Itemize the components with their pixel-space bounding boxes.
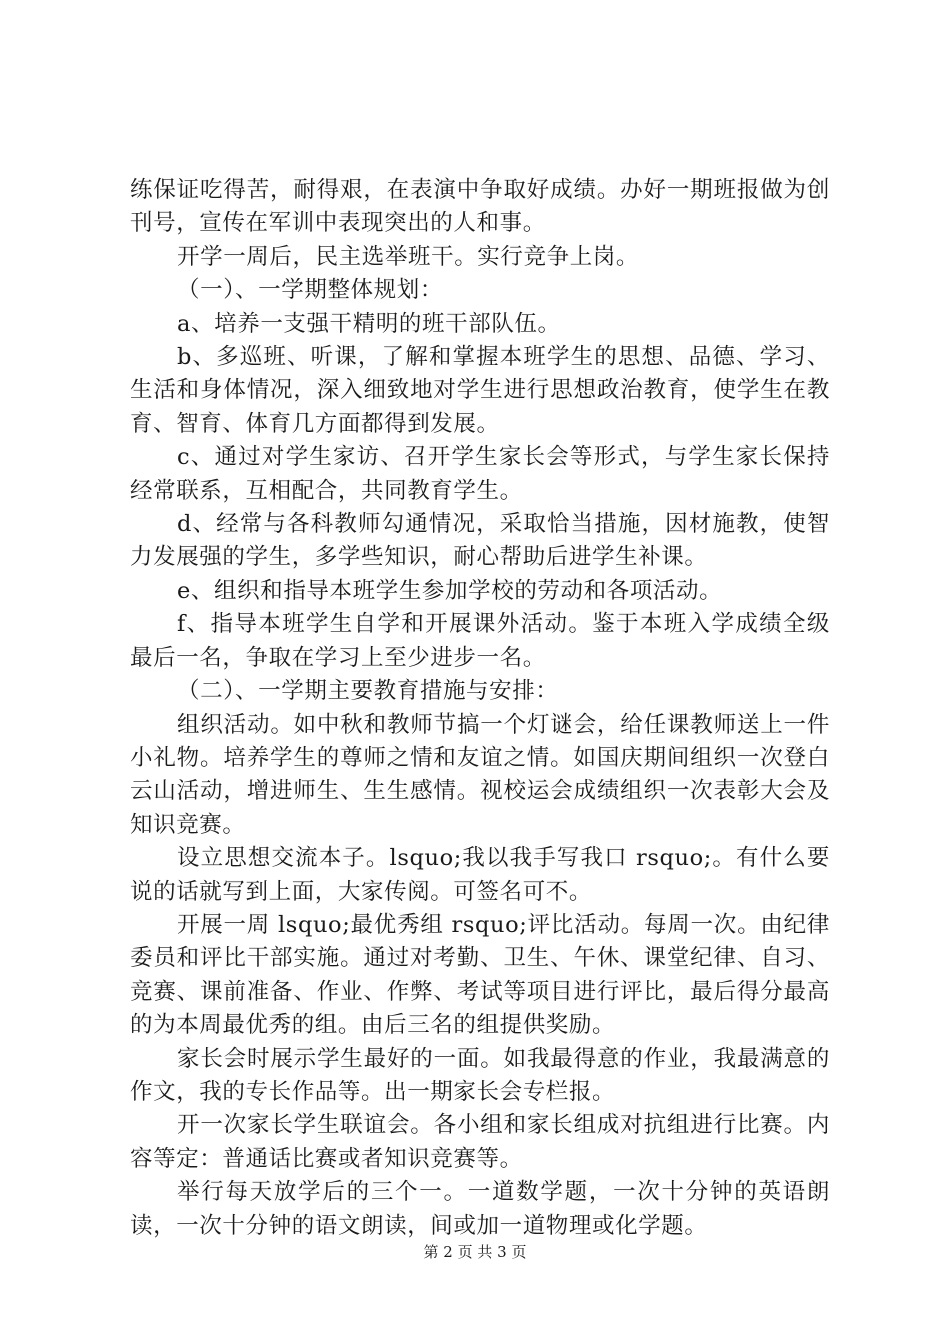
paragraph: （二）、一学期主要教育措施与安排： [177,678,559,705]
paragraph: b、多巡班、听课，了解和掌握本班学生的思想、品德、学习、生活和身体情况，深入细致地对学生进行思想政治教育，使学生在教育、智育、体育几方面都得到发展。 [130,344,830,437]
paragraph: 开学一周后，民主选举班干。实行竞争上岗。 [177,243,640,270]
paragraph: 开一次家长学生联谊会。各小组和家长组成对抗组进行比赛。内容等定：普通话比赛或者知识竞赛等。 [130,1112,830,1172]
document-body [130,174,830,1243]
paragraph: 举行每天放学后的三个一。一道数学题，一次十分钟的英语朗读，一次十分钟的语文朗读，间或加一道物理或化学题。 [130,1179,830,1239]
paragraph: d、经常与各科教师勾通情况，采取恰当措施，因材施教，使智力发展强的学生，多学些知识，耐心帮助后进学生补课。 [130,511,830,571]
paragraph: c、通过对学生家访、召开学生家长会等形式，与学生家长保持经常联系，互相配合，共同教育学生。 [130,444,830,504]
paragraph: f、指导本班学生自学和开展课外活动。鉴于本班入学成绩全级最后一名，争取在学习上至少进步一名。 [130,611,830,671]
paragraph: a、培养一支强干精明的班干部队伍。 [177,310,561,337]
paragraph: 设立思想交流本子。lsquo;我以我手写我口 rsquo;。有什么要说的话就写到上面，大家传阅。可签名可不。 [130,845,830,905]
paragraph: e、组织和指导本班学生参加学校的劳动和各项活动。 [177,577,723,604]
paragraph: 组织活动。如中秋和教师节搞一个灯谜会，给任课教师送上一件小礼物。培养学生的尊师之情和友谊之情。如国庆期间组织一次登白云山活动，增进师生、生生感情。视校运会成绩组织一次表彰大会及知识竞赛。 [130,711,830,838]
paragraph: （一）、一学期整体规划： [177,277,443,304]
paragraph: 家长会时展示学生最好的一面。如我最得意的作业，我最满意的作文，我的专长作品等。出一期家长会专栏报。 [130,1045,830,1105]
paragraph: 开展一周 lsquo;最优秀组 rsquo;评比活动。每周一次。由纪律委员和评比干部实施。通过对考勤、卫生、午休、课堂纪律、自习、竞赛、课前准备、作业、作弊、考试等项目进行评比，最后得分最高的为本周最优秀的组。由后三名的组提供奖励。 [130,911,830,1039]
paragraph: 练保证吃得苦，耐得艰，在表演中争取好成绩。办好一期班报做为创刊号，宣传在军训中表现突出的人和事。 [130,177,830,237]
page-footer: 第 2 页 共 3 页 [423,1243,527,1261]
